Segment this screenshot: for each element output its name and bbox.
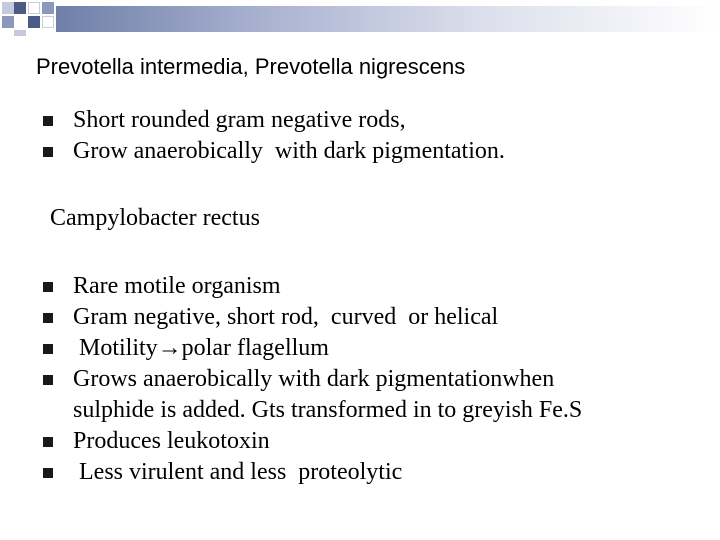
list-item-text: Rare motile organism: [73, 273, 281, 299]
list-item-text: sulphide is added. Gts transformed in to greyish Fe.S: [73, 397, 583, 423]
square-bullet-icon: [43, 344, 53, 354]
list-item-text: Grows anaerobically with dark pigmentationwhen: [73, 366, 555, 392]
list-item-text: Short rounded gram negative rods,: [73, 107, 406, 133]
decor-square: [2, 2, 14, 14]
list-item: [0, 105, 505, 136]
decor-square: [42, 16, 54, 28]
list-item: [0, 426, 582, 457]
decorative-header-bar: [0, 0, 720, 36]
square-bullet-icon: [43, 116, 53, 126]
list-item: [0, 364, 582, 426]
list-item-text: Produces leukotoxin: [73, 428, 270, 454]
decor-square: [14, 2, 26, 14]
list-item-text: Gram negative, short rod, curved or helical: [73, 304, 499, 330]
decor-square: [28, 16, 40, 28]
list-item: [0, 136, 505, 167]
decor-square: [28, 2, 40, 14]
list-item: [0, 333, 582, 364]
list-item: [0, 302, 582, 333]
decor-square: [42, 2, 54, 14]
decor-square: [14, 30, 26, 36]
list-item-text: Motility→polar flagellum: [73, 335, 329, 361]
section-heading: Campylobacter rectus: [50, 205, 260, 231]
square-bullet-icon: [43, 468, 53, 478]
square-bullet-icon: [43, 147, 53, 157]
square-bullet-icon: [43, 282, 53, 292]
prevotella-bullet-list: [0, 105, 505, 167]
list-item-text: Less virulent and less proteolytic: [73, 459, 403, 485]
square-bullet-icon: [43, 375, 53, 385]
campylobacter-bullet-list: [0, 271, 582, 488]
square-bullet-icon: [43, 313, 53, 323]
list-item: [0, 457, 582, 488]
decor-square: [2, 16, 14, 28]
slide-title: Prevotella intermedia, Prevotella nigrescens: [36, 54, 466, 79]
square-bullet-icon: [43, 437, 53, 447]
list-item-text: Grow anaerobically with dark pigmentation.: [73, 138, 505, 164]
list-item: [0, 271, 582, 302]
header-gradient: [56, 6, 720, 32]
